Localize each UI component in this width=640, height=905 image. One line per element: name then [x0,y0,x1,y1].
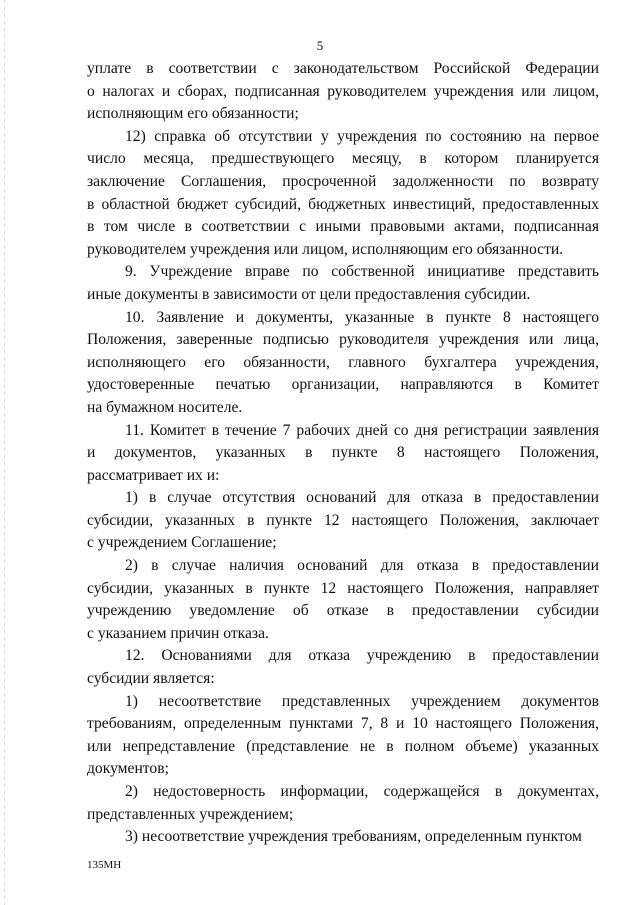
text-line: или непредставление (представление не в полном объеме) указанных [87,737,599,755]
paragraph-p-12-3 [87,826,599,849]
text-line: 12. Основаниями для отказа учреждению в предоставлении [125,647,599,665]
text-line: уплате в соответствии с законодательством Российской Федерации [87,60,599,77]
paragraph-p-11 [87,420,599,488]
text-line: рассматривает их и: [87,466,220,484]
text-line: Положения, заверенные подписью руководителя учреждения или лица, [87,331,599,349]
text-line: заключение Соглашения, просроченной задолженности по возврату [87,172,599,190]
text-line: документов; [87,760,169,778]
paragraph-p-cont [87,58,599,126]
text-line: в том числе в соответствии с иными правовыми актами, подписанная [87,218,599,236]
text-line: 9. Учреждение вправе по собственной инициативе представить [125,263,599,281]
text-line: 1) несоответствие представленных учреждением документов [125,692,599,710]
scan-edge [4,0,5,905]
text-line: с учреждением Соглашение; [87,534,277,552]
paragraph-p-12-2 [87,781,599,826]
document-body [87,58,599,849]
paragraph-p-12-1 [87,691,599,781]
text-line: удостоверенные печатью организации, направляются в Комитет [87,376,599,394]
text-line: 2) в случае наличия оснований для отказа в предоставлении [125,557,599,575]
text-line: субсидии, указанных в пункте 12 настоящего Положения, заключает [87,511,599,529]
paragraph-p-11-1 [87,487,599,555]
paragraph-p-9 [87,261,599,306]
text-line: руководителем учреждения или лицом, исполняющим его обязанности. [87,240,564,258]
text-line: исполняющим его обязанности; [87,105,299,123]
paragraph-p-10 [87,307,599,420]
paragraph-p-12-main [87,645,599,690]
text-line: 2) недостоверность информации, содержащейся в документах, [125,783,599,800]
text-line: и документов, указанных в пункте 8 настоящего Положения, [87,444,599,462]
text-line: 3) несоответствие учреждения требованиям, определенным пунктом [125,828,582,846]
text-line: число месяца, предшествующего месяцу, в котором планируется [87,150,599,168]
text-line: на бумажном носителе. [87,398,243,416]
text-line: исполняющего его обязанности, главного бухгалтера учреждения, [87,353,599,371]
text-line: иные документы в зависимости от цели предоставления субсидии. [87,285,531,303]
text-line: с указанием причин отказа. [87,624,269,642]
text-line: субсидии, указанных в пункте 12 настоящего Положения, направляет [87,579,599,597]
text-line: учреждению уведомление об отказе в предоставлении субсидии [87,602,599,620]
text-line: 10. Заявление и документы, указанные в пункте 8 настоящего [125,308,599,326]
paragraph-p-12 [87,126,599,262]
text-line: представленных учреждением; [87,805,294,823]
text-line: субсидии является: [87,670,215,688]
page-number: 5 [316,38,324,53]
text-line: требованиям, определенным пунктами 7, 8 и 10 настоящего Положения, [87,715,599,733]
footer-code: 135МН [87,859,122,871]
text-line: 12) справка об отсутствии у учреждения по состоянию на первое [125,127,599,145]
text-line: о налогах и сборах, подписанная руководителем учреждения или лицом, [87,82,599,100]
text-line: 1) в случае отсутствия оснований для отказа в предоставлении [125,489,599,507]
text-line: 11. Комитет в течение 7 рабочих дней со дня регистрации заявления [125,421,599,439]
paragraph-p-11-2 [87,555,599,645]
text-line: в областной бюджет субсидий, бюджетных инвестиций, предоставленных [87,195,599,213]
